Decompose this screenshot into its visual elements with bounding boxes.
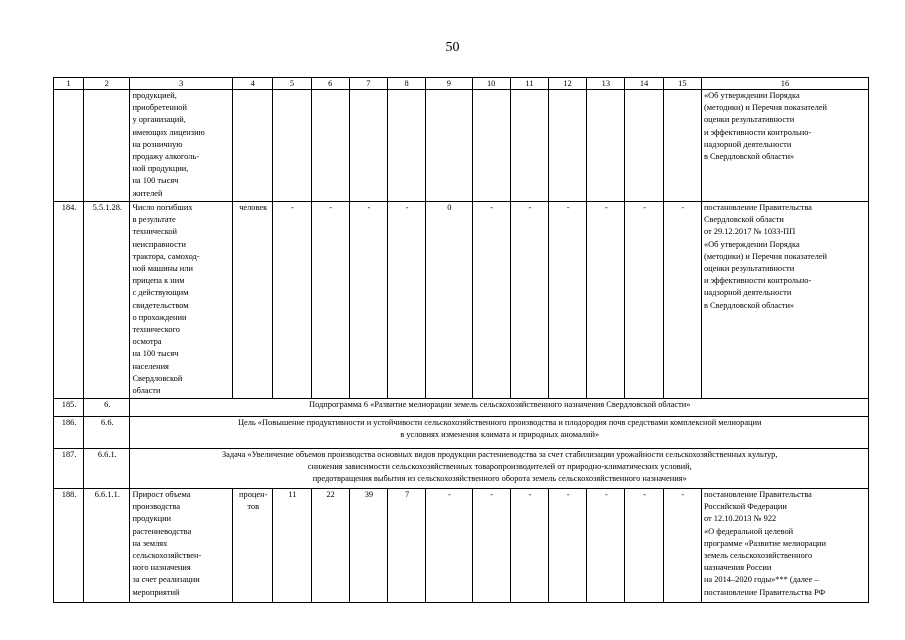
target-value — [349, 90, 387, 202]
target-value: - — [311, 202, 349, 399]
column-header: 13 — [587, 78, 625, 90]
target-value: - — [472, 202, 510, 399]
column-header: 4 — [233, 78, 273, 90]
column-header: 11 — [510, 78, 548, 90]
target-value: - — [510, 202, 548, 399]
row-number — [54, 90, 84, 202]
target-value: - — [625, 489, 663, 603]
indicator-code: 5.5.1.28. — [84, 202, 130, 399]
target-value: - — [549, 202, 587, 399]
row-number: 184. — [54, 202, 84, 399]
target-value — [587, 90, 625, 202]
target-value: - — [426, 489, 472, 603]
column-header: 8 — [388, 78, 426, 90]
indicator-code: 6.6. — [84, 417, 130, 449]
row-number: 187. — [54, 449, 84, 489]
column-header: 9 — [426, 78, 472, 90]
indicator-name: Прирост объема производства продукции растениеводства на землях сельскохозяйствен- ного назначения за счет реализации мероприятий — [130, 489, 233, 603]
target-value: - — [510, 489, 548, 603]
column-header: 5 — [273, 78, 311, 90]
section-heading: Подпрограмма 6 «Развитие мелиорации земель сельскохозяйственного назначения Свердловской области» — [130, 399, 869, 417]
column-header: 10 — [472, 78, 510, 90]
indicator-code: 6.6.1.1. — [84, 489, 130, 603]
column-header: 15 — [663, 78, 701, 90]
table-row — [54, 489, 869, 603]
table-row — [54, 90, 869, 202]
unit-of-measure: процен- тов — [233, 489, 273, 603]
column-header: 1 — [54, 78, 84, 90]
source-document: «Об утверждении Порядка (методики) и Перечня показателей оценки результативности и эффективности контрольно- надзорной деятельности в Свердловской области» — [701, 90, 868, 202]
target-value — [426, 90, 472, 202]
source-document: постановление Правительства Свердловской области от 29.12.2017 № 1033-ПП «Об утверждении Порядка (методики) и Перечня показателей оценки результативности и эффективности контрольно- надзорной деятельности в Свердловской области» — [701, 202, 868, 399]
target-value — [625, 90, 663, 202]
target-value: - — [625, 202, 663, 399]
target-value: 0 — [426, 202, 472, 399]
column-header: 16 — [701, 78, 868, 90]
column-header: 14 — [625, 78, 663, 90]
column-header: 12 — [549, 78, 587, 90]
target-value — [273, 90, 311, 202]
target-value: 7 — [388, 489, 426, 603]
target-value: 22 — [311, 489, 349, 603]
target-value — [510, 90, 548, 202]
target-value: - — [472, 489, 510, 603]
table-row — [54, 417, 869, 449]
indicators-table — [53, 77, 869, 603]
target-value: - — [388, 202, 426, 399]
target-value — [388, 90, 426, 202]
target-value: - — [587, 202, 625, 399]
target-value — [663, 90, 701, 202]
target-value: - — [587, 489, 625, 603]
target-value: - — [663, 202, 701, 399]
section-heading: Цель «Повышение продуктивности и устойчивости сельскохозяйственного производства и плодородия почв средствами комплексной мелиорации в условиях изменения климата и природных аномалий» — [130, 417, 869, 449]
source-document: постановление Правительства Российской Федерации от 12.10.2013 № 922 «О федеральной целевой программе «Развитие мелиорации земель сельскохозяйственного назначения России на 2014–2020 годы»*** (далее – постановление Правительства РФ — [701, 489, 868, 603]
target-value — [311, 90, 349, 202]
row-number: 185. — [54, 399, 84, 417]
target-value: - — [273, 202, 311, 399]
target-value: - — [663, 489, 701, 603]
target-value: - — [549, 489, 587, 603]
page-number: 50 — [445, 40, 460, 55]
target-value: 39 — [349, 489, 387, 603]
indicator-code — [84, 90, 130, 202]
target-value: 11 — [273, 489, 311, 603]
row-number: 186. — [54, 417, 84, 449]
column-header: 7 — [349, 78, 387, 90]
row-number: 188. — [54, 489, 84, 603]
target-value — [549, 90, 587, 202]
table-row — [54, 202, 869, 399]
indicator-name: продукцией, приобретенной у организаций, имеющих лицензию на розничную продажу алкоголь- ной продукции, на 100 тысяч жителей — [130, 90, 233, 202]
column-header: 2 — [84, 78, 130, 90]
indicator-name: Число погибших в результате технической неисправности трактора, самоход- ной машины или прицепа к ним с действующим свидетельством о прохождении технического осмотра на 100 тысяч населения Свердловской области — [130, 202, 233, 399]
indicator-code: 6.6.1. — [84, 449, 130, 489]
unit-of-measure — [233, 90, 273, 202]
section-heading: Задача «Увеличение объемов производства основных видов продукции растениеводства за счет стабилизации урожайности сельскохозяйственных культур, снижения зависимости сельскохозяйственных товаропроизводителей от природно-климатических условий, предотвращения выбытия из сельскохозяйственного оборота земель сельскохозяйственного назначения» — [130, 449, 869, 489]
table-row — [54, 399, 869, 417]
unit-of-measure: человек — [233, 202, 273, 399]
header-row — [54, 78, 869, 90]
column-header: 6 — [311, 78, 349, 90]
target-value — [472, 90, 510, 202]
table-row — [54, 449, 869, 489]
indicator-code: 6. — [84, 399, 130, 417]
column-header: 3 — [130, 78, 233, 90]
target-value: - — [349, 202, 387, 399]
